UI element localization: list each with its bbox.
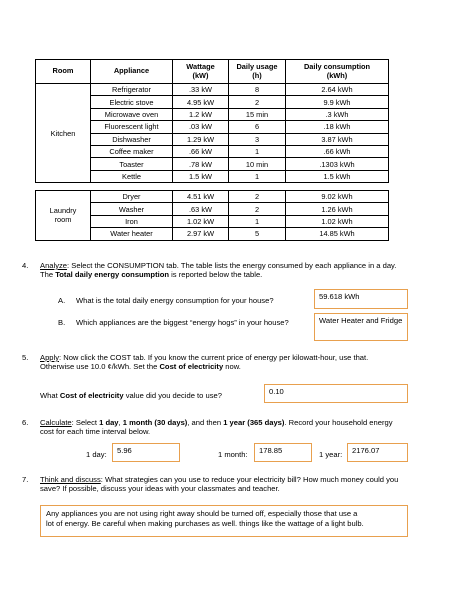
header-room: Room xyxy=(36,60,91,84)
q4-number: 4. xyxy=(22,261,29,270)
appliance-cell: Kettle xyxy=(91,170,173,182)
wattage-cell: .33 kW xyxy=(173,84,229,96)
usage-cell: 10 min xyxy=(229,158,286,170)
q4a-letter: A. xyxy=(58,296,66,305)
q5-answer-box[interactable] xyxy=(264,384,408,403)
appliance-cell: Toaster xyxy=(91,158,173,170)
header-wattage: Wattage (kW) xyxy=(173,60,229,84)
usage-cell: 2 xyxy=(229,203,286,215)
year-label: 1 year: xyxy=(319,450,343,459)
q5-answer: 0.10 xyxy=(269,387,284,396)
q7-number: 7. xyxy=(22,475,29,484)
q4-prompt: Analyze: Select the CONSUMPTION tab. The table lists the energy consumed by each appliance in a day. The Total daily energy consumption is reported below the table. xyxy=(40,261,397,280)
q4-label: Analyze xyxy=(40,261,68,270)
consumption-cell: .66 kWh xyxy=(286,145,389,157)
appliance-cell: Washer xyxy=(91,203,173,215)
year-answer-box[interactable] xyxy=(347,443,408,462)
usage-cell: 5 xyxy=(229,228,286,240)
table-row xyxy=(36,84,389,96)
year-answer: 2176.07 xyxy=(352,446,380,455)
q5-label: Apply xyxy=(40,353,59,362)
appliance-cell: Electric stove xyxy=(91,96,173,108)
appliance-cell: Coffee maker xyxy=(91,145,173,157)
appliance-cell: Microwave oven xyxy=(91,108,173,120)
q7-answer-line2: lot of energy. Be careful when making purchases as well. things like the wattage of a light bulb. xyxy=(46,518,364,528)
header-daily-consumption: Daily consumption (kWh) xyxy=(286,60,389,84)
day-answer: 5.96 xyxy=(117,446,132,455)
consumption-cell: 1.02 kWh xyxy=(286,215,389,227)
wattage-cell: .63 kW xyxy=(173,203,229,215)
appliance-cell: Fluorescent light xyxy=(91,121,173,133)
consumption-cell: 9.02 kWh xyxy=(286,191,389,203)
usage-cell: 2 xyxy=(229,96,286,108)
room-kitchen: Kitchen xyxy=(36,84,91,183)
appliance-cell: Refrigerator xyxy=(91,84,173,96)
usage-cell: 1 xyxy=(229,145,286,157)
room-laundry: Laundry room xyxy=(36,191,91,241)
q4b-question: Which appliances are the biggest “energy hogs” in your house? xyxy=(76,318,289,327)
consumption-cell: .18 kWh xyxy=(286,121,389,133)
q6-prompt: Calculate: Select 1 day, 1 month (30 days), and then 1 year (365 days). Record your household energy cost for each time interval below. xyxy=(40,418,393,437)
q5-prompt: Apply: Now click the COST tab. If you know the current price of energy per kilowatt-hour, use that. Otherwise use 10.0 ¢/kWh. Set the Cost of electricity now. xyxy=(40,353,369,372)
day-answer-box[interactable] xyxy=(112,443,180,462)
consumption-cell: .1303 kWh xyxy=(286,158,389,170)
consumption-cell: 2.64 kWh xyxy=(286,84,389,96)
consumption-cell: 3.87 kWh xyxy=(286,133,389,145)
table-row xyxy=(36,191,389,203)
q7-answer-line1: Any appliances you are not using right away should be turned off, especially those that use a xyxy=(46,509,358,518)
wattage-cell: 1.2 kW xyxy=(173,108,229,120)
usage-cell: 8 xyxy=(229,84,286,96)
usage-cell: 6 xyxy=(229,121,286,133)
wattage-cell: 4.95 kW xyxy=(173,96,229,108)
q7-label: Think and discuss xyxy=(40,475,101,484)
month-answer-box[interactable] xyxy=(254,443,312,462)
q4b-answer-box[interactable] xyxy=(314,313,408,341)
q4b-letter: B. xyxy=(58,318,66,327)
usage-cell: 1 xyxy=(229,170,286,182)
wattage-cell: .03 kW xyxy=(173,121,229,133)
q4a-answer: 59.618 kWh xyxy=(319,292,360,301)
wattage-cell: 1.5 kW xyxy=(173,170,229,182)
wattage-cell: 4.51 kW xyxy=(173,191,229,203)
q6-label: Calculate xyxy=(40,418,72,427)
wattage-cell: .66 kW xyxy=(173,145,229,157)
header-daily-usage: Daily usage (h) xyxy=(229,60,286,84)
laundry-table xyxy=(35,190,389,241)
q7-prompt: Think and discuss: What strategies can you use to reduce your electricity bill? How much money could you save? If possible, discuss your ideas with your classmates and teacher. xyxy=(40,475,399,494)
appliance-cell: Dryer xyxy=(91,191,173,203)
q7-answer-box[interactable] xyxy=(40,505,408,537)
usage-cell: 1 xyxy=(229,215,286,227)
kitchen-table xyxy=(35,59,389,183)
month-label: 1 month: xyxy=(218,450,248,459)
consumption-cell: 1.5 kWh xyxy=(286,170,389,182)
q5-number: 5. xyxy=(22,353,29,362)
consumption-cell: 14.85 kWh xyxy=(286,228,389,240)
wattage-cell: 2.97 kW xyxy=(173,228,229,240)
q4b-answer: Water Heater and Fridge xyxy=(319,316,403,325)
appliance-cell: Dishwasher xyxy=(91,133,173,145)
appliance-cell: Iron xyxy=(91,215,173,227)
q6-number: 6. xyxy=(22,418,29,427)
q4a-question: What is the total daily energy consumption for your house? xyxy=(76,296,274,305)
day-label: 1 day: xyxy=(86,450,107,459)
appliance-cell: Water heater xyxy=(91,228,173,240)
q5-question: What Cost of electricity value did you decide to use? xyxy=(40,391,222,400)
wattage-cell: 1.29 kW xyxy=(173,133,229,145)
wattage-cell: 1.02 kW xyxy=(173,215,229,227)
usage-cell: 15 min xyxy=(229,108,286,120)
wattage-cell: .78 kW xyxy=(173,158,229,170)
header-appliance: Appliance xyxy=(91,60,173,84)
consumption-cell: .3 kWh xyxy=(286,108,389,120)
usage-cell: 2 xyxy=(229,191,286,203)
usage-cell: 3 xyxy=(229,133,286,145)
q4a-answer-box[interactable] xyxy=(314,289,408,309)
consumption-cell: 1.26 kWh xyxy=(286,203,389,215)
consumption-cell: 9.9 kWh xyxy=(286,96,389,108)
month-answer: 178.85 xyxy=(259,446,283,455)
